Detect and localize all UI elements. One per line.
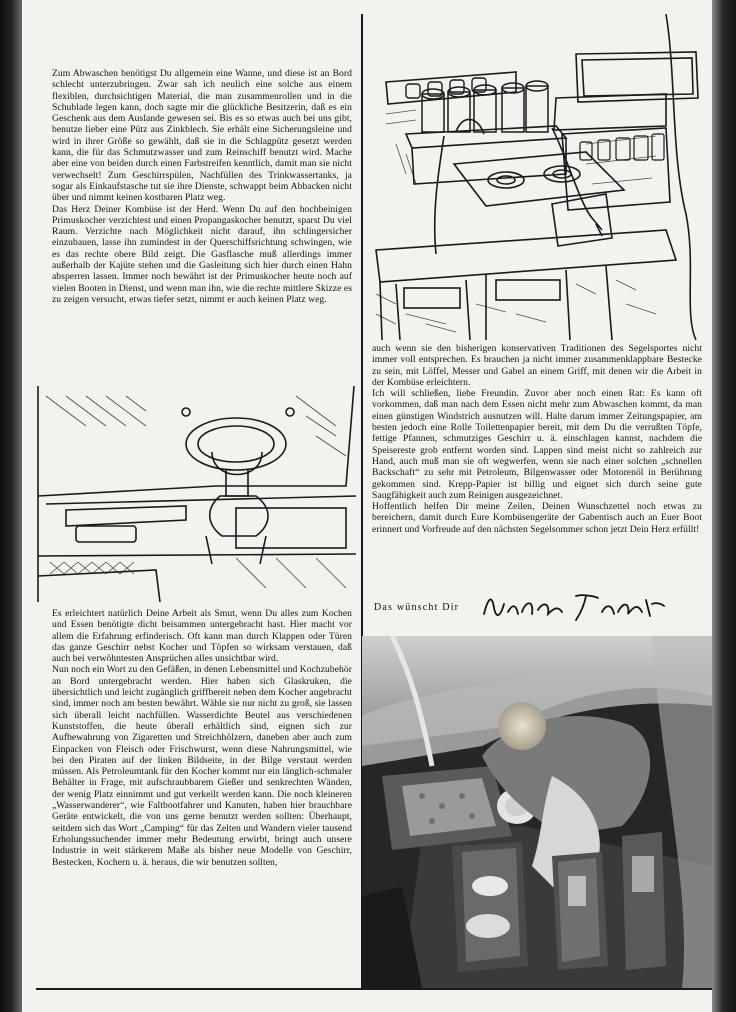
paragraph: auch wenn sie den bisherigen konservativen Traditionen des Segelsportes nicht immer voll entsprechen. Es brauchen ja nicht immer zusammenklappbare Bestecke zu sein, mit Löffel, Messer und Gabel an einem Griff, mit denen wir die Arbeit in der Kombüse erleichtern.	[372, 343, 702, 388]
magazine-page	[22, 0, 712, 1012]
paragraph: Nun noch ein Wort zu den Gefäßen, in denen Lebensmittel und Kochzubehör an Bord untergebracht werden. Hier haben sich Glaskruken, die übersichtlich und leicht zugänglich griffbereit neben dem Kocher angebracht sind, immer noch am besten bewährt. Wähle sie nur nicht zu groß, sie lassen sich überall leicht nachfüllen. Wasserdichte Beutel aus verschiedenen Kunststoffen, die heute überall erhältlich sind, eignen sich zur Aufbewahrung von Zigaretten und Streichhölzern, daneben aber auch zum Einpacken von Fleisch oder Frischwurst, wenn diese Nahrungsmittel, wie bei den Piraten auf der linken Bildseite, in der Bilge verstaut werden müssen. Als Petroleumtank für den Kocher kommt nur ein länglich-schmaler Behälter in Frage, mit aufschraubbarem Gießer und senkrechten Wänden, der wenig Platz einnimmt und gut verkeilt werden kann. Die noch kleineren „Wasserwanderer“, wie Faltbootfahrer und Kanuten, haben hier brauchbare Geräte entwickelt, die von uns gerne benutzt werden sollten: Überhaupt, seitdem sich das Wort „Camping“ für das Zelten und Wandern vieler tausend Erholungssuchender immer mehr Bedeutung erwirbt, bringt auch unsere Industrie in weit stärkerem Maße als bisher neue Modelle von Geschirr, Bestecken, Kochern u. ä. heraus, die wir benutzen sollten,	[52, 664, 352, 868]
text-column-right-mid	[372, 343, 702, 593]
galley-stove-illustration	[366, 14, 714, 340]
text-column-bottom-left	[52, 608, 352, 986]
paragraph: Das Herz Deiner Kombüse ist der Herd. Wenn Du auf den hochbeinigen Primuskocher verzichtest und einen Propangaskocher benutzt, sparst Du viel Raum. Verzichte nach Möglichkeit nicht darauf, ihn schlingersicher einzubauen, lasse ihn zumindest in der Querschiffsrichtung schwingen, wie es das rechte obere Bild zeigt. Die Gasflasche muß allerdings immer außerhalb der Kajüte stehen und die Gasleitung sich hier durch einen Hahn absperren lassen. Immer noch bewährt ist der Primuskocher heute noch auf vielen Booten in Dienst, und wenn man ihn, wie die rechte mittlere Skizze es zu zeigen versucht, etwas tiefer setzt, nimmt er auch keinen Platz weg.	[52, 203, 352, 305]
primus-stove-sketch	[36, 386, 360, 602]
signoff-text: Das wünscht Dir	[374, 602, 460, 613]
page-binding-left	[0, 0, 22, 1012]
paragraph: Ich will schließen, liebe Freundin. Zuvor aber noch einen Rat: Es kann oft vorkommen, daß man nach dem Essen nicht mehr zum Abwaschen kommt, da man einen günstigen Windstrich ausnutzen will. Halte darum immer Zeitungspapier, am besten jedoch eine Rolle Toilettenpapier bereit, mit dem Du die verrußten Töpfe, fettige Pfannen, schmutziges Geschirr u. ä. einschlagen kannst, nachdem die Speisereste grob entfernt worden sind. Lappen sind meist nicht so zahlreich zur Hand, auch muß man sie oft wegwerfen, wenn sie nach einer solchen „schnellen Backschaft“ zu sehr mit Petroleum, Bilgenwasser oder Motorenöl in Berührung gekommen sind. Krepp-Papier ist billig und eignet sich durch seine gute Saugfähigkeit auch zum Reinigen ausgezeichnet.	[372, 388, 702, 501]
galley-photo	[362, 636, 712, 988]
galley-stove-sketch	[366, 14, 714, 340]
galley-photo-image	[362, 636, 712, 988]
primus-stove-illustration	[36, 386, 360, 602]
bottom-rule	[36, 988, 712, 990]
paragraph: Hoffentlich helfen Dir meine Zeilen, Deinen Wunschzettel noch etwas zu bereichern, damit durch Eure Kombüsengeräte der Gabentisch auch an Euer Boot erinnert und Vorfreude auf den nächsten Segelsommer schon jetzt Dein Herz erfüllt!	[372, 501, 702, 535]
page-binding-right	[712, 0, 736, 1012]
text-column-top-left	[52, 68, 352, 386]
paragraph: Es erleichtert natürlich Deine Arbeit als Smut, wenn Du alles zum Kochen und Essen benötigte dicht beisammen untergebracht hast. Hier macht vor allem die Erfahrung erfinderisch. Oft kann man durch Klappen oder Türen das ganze Geschirr nebst Kocher und Töpfen so wirksam verstauen, daß auch bei verwöhntesten Ansprüchen alles unsichtbar wird.	[52, 608, 352, 665]
paragraph: Zum Abwaschen benötigst Du allgemein eine Wanne, und diese ist an Bord schlecht unterzubringen. Zwar sah ich neulich eine solche aus einem flexiblen, durchsichtigen Material, die man zusammenrollen und in die Schublade legen kann, doch sagte mir die glückliche Besitzerin, daß es ein Geschenk aus dem Auslande gewesen sei. Bis es so etwas auch bei uns gibt, benutze lieber eine Pütz aus Zinkblech. Sie erhält eine Sicherungsleine und wird in ihrer Größe so gewählt, daß sie in die Schlagpütz gesetzt werden kann, die für das Schmutzwasser und zum Reinschiff benutzt wird. Mache aber eine von beiden durch einen Farbstreifen kenntlich, damit man sie nicht verwechselt! Zum Geschirrspülen, Nachfüllen des Trinkwassertanks, ja sogar als Einkaufstasche tut sie ihre Dienste, schwappt beim Abbacken nicht über und nimmt keinen kostbaren Platz weg.	[52, 68, 352, 204]
signature-image	[478, 590, 668, 624]
